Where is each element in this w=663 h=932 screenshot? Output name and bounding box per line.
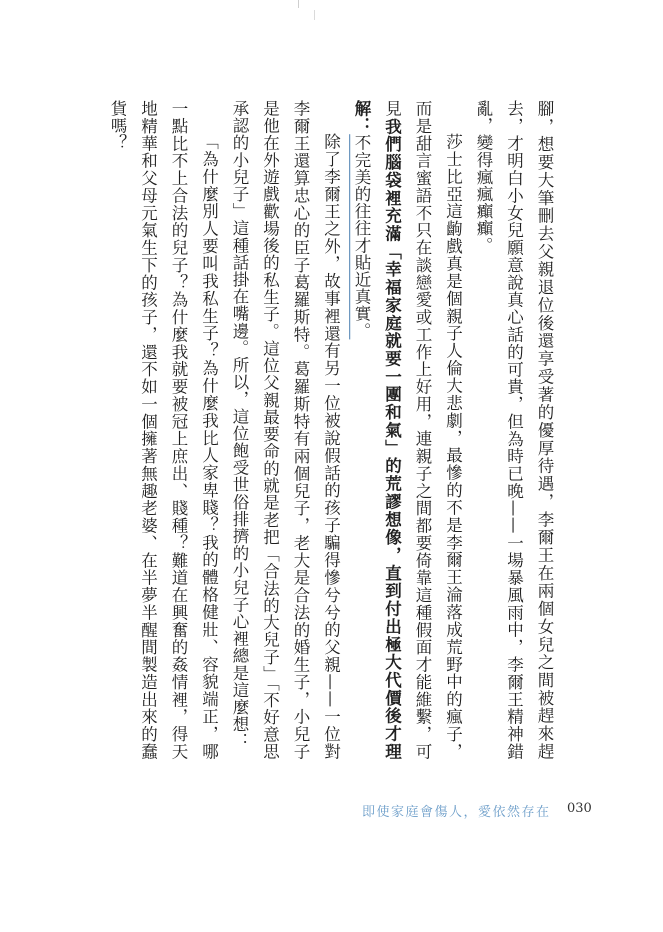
paragraph-4: 「為什麼別人要叫我私生子？為什麼我比人家卑賤？我的體格健壯、容貌端正，哪一點比不上合法的兒子？為什麼我就要被冠上庶出、賤種？難道在興奮的姦情裡，得天地精華和父母元氣生下的孩子，還不如一個擁著無趣老婆、在半夢半醒間製造出來的蠢貨嗎？: [108, 100, 219, 760]
page-number: 030: [567, 801, 592, 816]
paragraph-2: [346, 100, 468, 760]
paragraph-3: 除了李爾王之外，故事裡還有另一位被說假話的孩子騙得慘兮兮的父親——一位對李爾王還算忠心的臣子葛羅斯特。葛羅斯特有兩個兒子，老大是合法的婚生子，小兒子是他在外遊戲歡場後的私生子。這位父親最要命的就是老把「合法的大兒子」「不好意思承認的小兒子」這種話掛在嘴邊。所以，這位飽受世俗排擠的小兒子心裡總是這麼想：: [230, 100, 341, 760]
paragraph-2-bold: 我們腦袋裡充滿「幸福家庭就要一團和氣」的荒謬想像，直到付出極大代價後才理解：: [352, 100, 402, 760]
paragraph-2-underlined: 不完美的往往才貼近真實。: [352, 134, 371, 340]
scan-artifact: [314, 10, 315, 20]
paragraph-1: 腳，想要大筆刪去父親退位後還享受著的優厚待遇，李爾王在兩個女兒之間被趕來趕去，才明白小女兒願意說真心話的可貴，但為時已晚——一場暴風雨中，李爾王精神錯亂，變得瘋瘋癲癲。: [474, 100, 554, 760]
paragraph-2-text: 莎士比亞這齣戲真是個親子人倫大悲劇，最慘的不是李爾王淪落成荒野中的瘋子，而是甜言蜜語不只在談戀愛或工作上好用，連親子之間都要倚靠這種假面才能維繫，可見: [382, 100, 463, 760]
scan-artifact: [298, 0, 299, 8]
vertical-text-body: [102, 100, 560, 760]
footer-book-title: 即使家庭會傷人，愛依然存在: [362, 805, 551, 820]
